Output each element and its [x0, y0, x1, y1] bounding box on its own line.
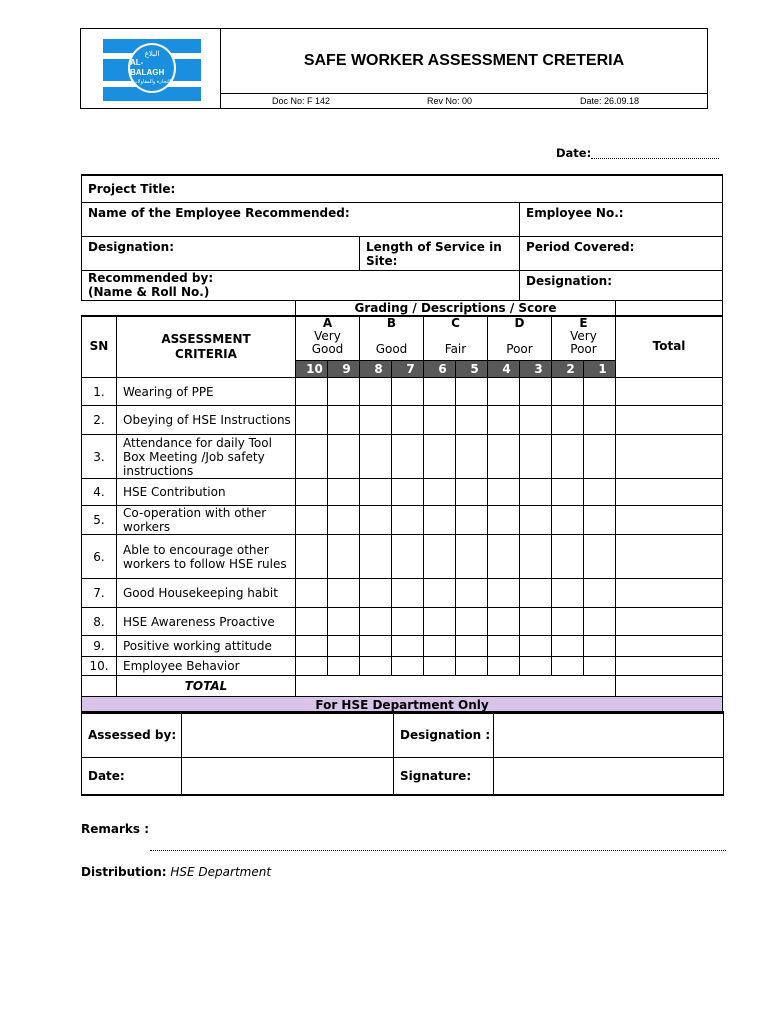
criteria-row — [82, 406, 723, 435]
criteria-text: HSE Contribution — [117, 479, 296, 506]
score-input-cell[interactable] — [296, 406, 328, 435]
date-label: Date: — [556, 146, 592, 160]
hse-date-field[interactable] — [182, 757, 394, 795]
score-input-cell[interactable] — [392, 657, 424, 676]
hse-designation-label: Designation : — [394, 712, 494, 757]
score-input-cell[interactable] — [552, 636, 584, 657]
score-input-cell[interactable] — [456, 579, 488, 608]
score-input-cell[interactable] — [360, 378, 392, 406]
grade-e-header: E Very Poor — [552, 316, 616, 361]
criteria-sn: 2. — [82, 406, 117, 435]
period-covered-field[interactable]: Period Covered: — [520, 236, 723, 270]
score-input-cell[interactable] — [520, 579, 552, 608]
score-input-cell[interactable] — [296, 636, 328, 657]
distribution — [81, 865, 271, 879]
criteria-row — [82, 506, 723, 535]
score-input-cell[interactable] — [392, 479, 424, 506]
score-input-cell[interactable] — [552, 435, 584, 479]
criteria-text: HSE Awareness Proactive — [117, 608, 296, 636]
criteria-text: Obeying of HSE Instructions — [117, 406, 296, 435]
score-input-cell[interactable] — [424, 608, 456, 636]
row-total-cell[interactable] — [616, 535, 723, 579]
score-cell: 2 — [552, 361, 584, 378]
length-of-service-field[interactable]: Length of Service in Site: — [360, 236, 520, 270]
score-cell: 4 — [488, 361, 520, 378]
grading-title: Grading / Descriptions / Score — [296, 300, 616, 316]
score-input-cell[interactable] — [552, 608, 584, 636]
revision-number: Rev No: 00 — [427, 96, 473, 106]
score-cell: 8 — [360, 361, 392, 378]
criteria-sn: 9. — [82, 636, 117, 657]
score-input-cell[interactable] — [360, 479, 392, 506]
score-input-cell[interactable] — [328, 479, 360, 506]
score-input-cell[interactable] — [296, 435, 328, 479]
logo-cell — [81, 29, 221, 109]
criteria-text: Positive working attitude — [117, 636, 296, 657]
doc-number: Doc No: F 142 — [272, 96, 331, 106]
criteria-row — [82, 435, 723, 479]
score-input-cell[interactable] — [456, 435, 488, 479]
score-input-cell[interactable] — [520, 479, 552, 506]
score-input-cell[interactable] — [328, 636, 360, 657]
criteria-row — [82, 378, 723, 406]
employee-name-field[interactable]: Name of the Employee Recommended: — [82, 202, 520, 236]
score-input-cell[interactable] — [296, 506, 328, 535]
score-cell: 5 — [456, 361, 488, 378]
score-input-cell[interactable] — [360, 435, 392, 479]
score-input-cell[interactable] — [328, 406, 360, 435]
score-input-cell[interactable] — [392, 579, 424, 608]
score-input-cell[interactable] — [360, 636, 392, 657]
score-input-cell[interactable] — [456, 535, 488, 579]
score-input-cell[interactable] — [520, 378, 552, 406]
criteria-row — [82, 535, 723, 579]
score-input-cell[interactable] — [360, 579, 392, 608]
company-logo: البلاغ AL-BALAGH التجارة والمقاولات — [103, 39, 201, 101]
criteria-text: Co-operation with other workers — [117, 506, 296, 535]
score-input-cell[interactable] — [552, 506, 584, 535]
score-input-cell[interactable] — [328, 535, 360, 579]
score-cell: 6 — [424, 361, 456, 378]
score-input-cell[interactable] — [488, 535, 520, 579]
criteria-row — [82, 479, 723, 506]
row-total-cell[interactable] — [616, 579, 723, 608]
score-input-cell[interactable] — [488, 406, 520, 435]
score-input-cell[interactable] — [424, 535, 456, 579]
score-input-cell[interactable] — [328, 579, 360, 608]
score-cell: 10 — [296, 361, 328, 378]
score-input-cell[interactable] — [488, 435, 520, 479]
score-input-cell[interactable] — [392, 608, 424, 636]
criteria-header: ASSESSMENT CRITERIA — [117, 316, 296, 378]
remarks-field[interactable] — [150, 850, 726, 851]
document-header — [80, 28, 708, 109]
score-cell: 9 — [328, 361, 360, 378]
employee-no-field[interactable]: Employee No.: — [520, 202, 723, 236]
score-input-cell[interactable] — [424, 435, 456, 479]
assessed-by-label: Assessed by: — [82, 712, 182, 757]
score-input-cell[interactable] — [328, 435, 360, 479]
criteria-row — [82, 579, 723, 608]
designation2-field[interactable]: Designation: — [520, 270, 723, 300]
score-input-cell[interactable] — [296, 378, 328, 406]
criteria-row — [82, 608, 723, 636]
blank-cell — [616, 300, 723, 316]
score-input-cell[interactable] — [392, 378, 424, 406]
row-total-cell[interactable] — [616, 479, 723, 506]
score-input-cell[interactable] — [488, 657, 520, 676]
blank-cell — [82, 676, 117, 697]
doc-date: Date: 26.09.18 — [580, 96, 640, 106]
row-total-cell[interactable] — [616, 506, 723, 535]
criteria-sn: 3. — [82, 435, 117, 479]
row-total-cell[interactable] — [616, 378, 723, 406]
score-input-cell[interactable] — [328, 506, 360, 535]
score-input-cell[interactable] — [584, 657, 616, 676]
document-meta — [221, 93, 707, 109]
criteria-sn: 7. — [82, 579, 117, 608]
row-total-cell[interactable] — [616, 406, 723, 435]
hse-date-label: Date: — [82, 757, 182, 795]
document-title: SAFE WORKER ASSESSMENT CRETERIA — [303, 52, 625, 69]
score-input-cell[interactable] — [552, 579, 584, 608]
score-input-cell[interactable] — [520, 535, 552, 579]
score-input-cell[interactable] — [552, 657, 584, 676]
criteria-sn: 6. — [82, 535, 117, 579]
grand-total-cell[interactable] — [616, 676, 723, 697]
row-total-cell[interactable] — [616, 657, 723, 676]
score-input-cell[interactable] — [520, 435, 552, 479]
score-input-cell[interactable] — [360, 406, 392, 435]
assessment-table — [81, 174, 723, 714]
score-input-cell[interactable] — [456, 608, 488, 636]
criteria-sn: 1. — [82, 378, 117, 406]
score-input-cell[interactable] — [424, 506, 456, 535]
sn-header: SN — [82, 316, 117, 378]
score-input-cell[interactable] — [552, 378, 584, 406]
total-score-cell[interactable] — [296, 676, 616, 697]
designation-field[interactable]: Designation: — [82, 236, 360, 270]
score-input-cell[interactable] — [488, 479, 520, 506]
criteria-row — [82, 636, 723, 657]
score-input-cell[interactable] — [552, 535, 584, 579]
blank-cell — [82, 300, 296, 316]
grade-a-header: A Very Good — [296, 316, 360, 361]
row-total-cell[interactable] — [616, 608, 723, 636]
score-input-cell[interactable] — [360, 506, 392, 535]
score-input-cell[interactable] — [584, 579, 616, 608]
score-cell: 1 — [584, 361, 616, 378]
score-input-cell[interactable] — [584, 535, 616, 579]
grade-d-header: D Poor — [488, 316, 552, 361]
signature-label: Signature: — [394, 757, 494, 795]
score-input-cell[interactable] — [392, 535, 424, 579]
score-input-cell[interactable] — [552, 479, 584, 506]
score-input-cell[interactable] — [520, 657, 552, 676]
score-input-cell[interactable] — [456, 657, 488, 676]
score-input-cell[interactable] — [328, 378, 360, 406]
score-input-cell[interactable] — [584, 636, 616, 657]
distribution-value: HSE Department — [170, 865, 272, 879]
score-input-cell[interactable] — [296, 535, 328, 579]
score-input-cell[interactable] — [456, 406, 488, 435]
criteria-text: Wearing of PPE — [117, 378, 296, 406]
score-input-cell[interactable] — [424, 636, 456, 657]
row-total-cell[interactable] — [616, 435, 723, 479]
score-input-cell[interactable] — [584, 406, 616, 435]
score-input-cell[interactable] — [424, 479, 456, 506]
recommended-by-field[interactable] — [82, 270, 520, 300]
score-input-cell[interactable] — [360, 535, 392, 579]
score-input-cell[interactable] — [424, 378, 456, 406]
score-input-cell[interactable] — [456, 506, 488, 535]
assessed-by-field[interactable] — [182, 712, 394, 757]
recommended-by-sublabel: (Name & Roll No.) — [88, 284, 210, 299]
criteria-text: Attendance for daily Tool Box Meeting /Job safety instructions — [117, 435, 296, 479]
criteria-sn: 10. — [82, 657, 117, 676]
score-input-cell[interactable] — [552, 406, 584, 435]
score-input-cell[interactable] — [360, 657, 392, 676]
criteria-text: Able to encourage other workers to follow HSE rules — [117, 535, 296, 579]
score-input-cell[interactable] — [488, 608, 520, 636]
score-input-cell[interactable] — [296, 657, 328, 676]
hse-section-title: For HSE Department Only — [82, 697, 723, 714]
score-input-cell[interactable] — [296, 479, 328, 506]
score-input-cell[interactable] — [424, 579, 456, 608]
score-input-cell[interactable] — [392, 506, 424, 535]
signature-field[interactable] — [494, 757, 724, 795]
score-input-cell[interactable] — [520, 608, 552, 636]
total-row-label: TOTAL — [117, 676, 296, 697]
score-input-cell[interactable] — [488, 506, 520, 535]
score-input-cell[interactable] — [424, 406, 456, 435]
date-field[interactable] — [591, 158, 719, 159]
score-input-cell[interactable] — [392, 406, 424, 435]
row-total-cell[interactable] — [616, 636, 723, 657]
score-input-cell[interactable] — [520, 636, 552, 657]
criteria-rows — [82, 378, 723, 676]
score-input-cell[interactable] — [584, 479, 616, 506]
score-cell: 3 — [520, 361, 552, 378]
grade-c-header: C Fair — [424, 316, 488, 361]
total-header: Total — [616, 316, 723, 378]
project-title-field[interactable]: Project Title: — [82, 175, 723, 202]
score-input-cell[interactable] — [456, 479, 488, 506]
grade-b-header: B Good — [360, 316, 424, 361]
criteria-sn: 8. — [82, 608, 117, 636]
score-input-cell[interactable] — [488, 378, 520, 406]
score-input-cell[interactable] — [392, 435, 424, 479]
score-input-cell[interactable] — [392, 636, 424, 657]
score-input-cell[interactable] — [584, 435, 616, 479]
remarks-label: Remarks : — [81, 822, 149, 836]
score-input-cell[interactable] — [328, 608, 360, 636]
score-input-cell[interactable] — [424, 657, 456, 676]
score-input-cell[interactable] — [520, 506, 552, 535]
score-input-cell[interactable] — [584, 608, 616, 636]
criteria-row — [82, 657, 723, 676]
score-input-cell[interactable] — [296, 579, 328, 608]
score-input-cell[interactable] — [584, 506, 616, 535]
criteria-text: Employee Behavior — [117, 657, 296, 676]
score-input-cell[interactable] — [488, 636, 520, 657]
score-input-cell[interactable] — [456, 636, 488, 657]
criteria-text: Good Housekeeping habit — [117, 579, 296, 608]
distribution-label: Distribution: — [81, 865, 167, 879]
score-input-cell[interactable] — [488, 579, 520, 608]
criteria-sn: 5. — [82, 506, 117, 535]
recommended-by-label: Recommended by: — [88, 270, 214, 285]
hse-table — [81, 711, 724, 796]
score-input-cell[interactable] — [296, 608, 328, 636]
hse-designation-field[interactable] — [494, 712, 724, 757]
criteria-sn: 4. — [82, 479, 117, 506]
score-input-cell[interactable] — [520, 406, 552, 435]
score-input-cell[interactable] — [456, 378, 488, 406]
score-input-cell[interactable] — [360, 608, 392, 636]
score-cell: 7 — [392, 361, 424, 378]
score-input-cell[interactable] — [584, 378, 616, 406]
score-input-cell[interactable] — [328, 657, 360, 676]
